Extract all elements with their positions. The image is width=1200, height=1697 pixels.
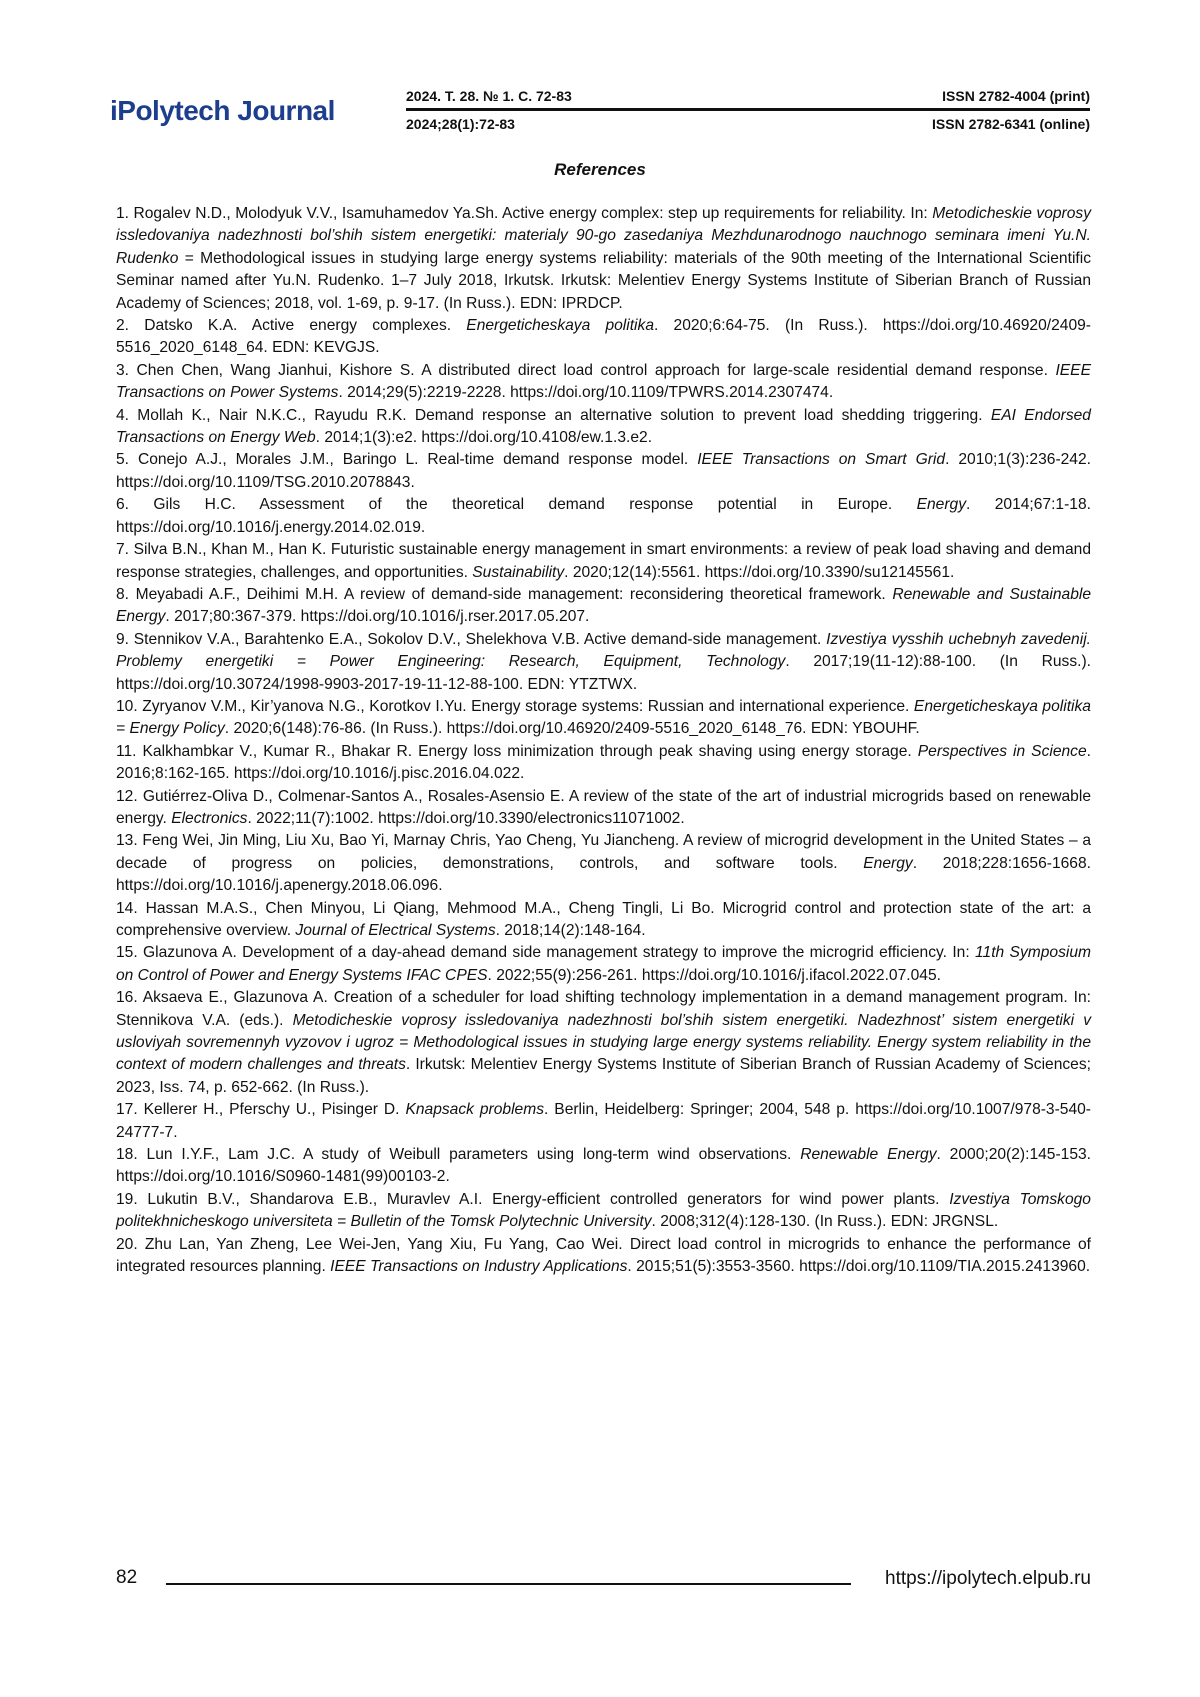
reference-italic-text: Metodicheskie voprosy issledovaniya nadezhnosti bol’shih sistem energetiki. Nadezhnost’ sistem energetiki v usloviyah sovremennyh vyzovov i ugroz = Methodological issues in studying large energy systems reliability. Energy system reliability in the context of modern challenges and threats	[116, 1011, 1092, 1074]
reference-rest-text: . 2020;12(14):5561. https://doi.org/10.3390/su12145561.	[564, 563, 955, 581]
reference-plain-text: 14. Hassan M.A.S., Chen Minyou, Li Qiang, Mehmood M.A., Cheng Tingli, Li Bo. Microgrid control and protection state of the art: a comprehensive overview.	[116, 899, 1091, 939]
reference-italic-text: Izvestiya Tomskogo politekhnicheskogo universiteta = Bulletin of the Tomsk Polytechnic University	[116, 1190, 1091, 1231]
journal-logo: iPolytech Journal	[110, 95, 335, 126]
reference-italic-text: Energy	[916, 496, 967, 514]
reference-plain-text: 7. Silva B.N., Khan M., Han K. Futuristic sustainable energy management in smart environments: a review of peak load shaving and demand response strategies, challenges, and opportunities.	[116, 541, 1091, 581]
reference-rest-text: . 2010;1(3):236-242. https://doi.org/10.1109/TSG.2010.2078843.	[116, 451, 1091, 491]
reference-rest-text: = Methodological issues in studying large energy systems reliability: materials of the 90th meeting of the International Scientific Seminar named after Yu.N. Rudenko. 1–7 July 2018, Irkutsk. Irkutsk: Melentiev Energy Systems Institute of Siberian Branch of Russian Academy of Sciences; 2018, vol. 1-69, p. 9-17. (In Russ.). EDN: IPRDCP.	[116, 249, 1091, 312]
reference-rest-text: . 2020;6(148):76-86. (In Russ.). https://doi.org/10.46920/2409-5516_2020_6148_76. EDN: YBOUHF.	[224, 720, 920, 738]
reference-plain-text: 5. Conejo A.J., Morales J.M., Baringo L. Real-time demand response model.	[116, 451, 698, 469]
header-row-print	[406, 88, 1090, 111]
reference-item	[116, 1189, 1091, 1234]
reference-plain-text: 11. Kalkhambkar V., Kumar R., Bhakar R. Energy loss minimization through peak shaving using energy storage.	[116, 742, 918, 760]
reference-plain-text: 4. Mollah K., Nair N.K.C., Rayudu R.K. Demand response an alternative solution to prevent load shedding triggering.	[116, 406, 991, 424]
reference-plain-text: 3. Chen Chen, Wang Jianhui, Kishore S. A distributed direct load control approach for large-scale residential demand response.	[116, 361, 1056, 379]
reference-rest-text: . 2000;20(2):145-153. https://doi.org/10.1016/S0960-1481(99)00103-2.	[116, 1146, 1092, 1186]
reference-item	[116, 741, 1091, 786]
reference-rest-text: . 2022;55(9):256-261. https://doi.org/10.1016/j.ifacol.2022.07.045.	[487, 966, 941, 984]
citation-en: 2024;28(1):72-83	[406, 116, 515, 132]
reference-list	[116, 203, 1091, 1279]
reference-item	[116, 629, 1091, 696]
reference-plain-text: 16. Aksaeva E., Glazunova A. Creation of a scheduler for load shifting technology implementation in a demand management program. In: Stennikova V.A. (eds.).	[116, 989, 1091, 1029]
reference-rest-text: . 2020;6:64-75. (In Russ.). https://doi.org/10.46920/2409-5516_2020_6148_64. EDN: KEVGJS.	[116, 317, 1091, 357]
reference-rest-text: . 2014;67:1-18. https://doi.org/10.1016/j.energy.2014.02.019.	[116, 496, 1091, 536]
reference-rest-text: . 2018;14(2):148-164.	[495, 922, 646, 939]
reference-italic-text: Perspectives in Science	[917, 742, 1087, 760]
reference-rest-text: . 2017;19(11-12):88-100. (In Russ.). https://doi.org/10.30724/1998-9903-2017-19-11-12-88-100. EDN: YTZTWX.	[116, 653, 1091, 693]
reference-item	[116, 315, 1091, 360]
reference-plain-text: 8. Meyabadi A.F., Deihimi M.H. A review of demand-side management: reconsidering theoretical framework.	[116, 585, 893, 603]
reference-rest-text: . 2008;312(4):128-130. (In Russ.). EDN: JRGNSL.	[651, 1213, 999, 1231]
reference-item	[116, 898, 1091, 943]
reference-plain-text: 1. Rogalev N.D., Molodyuk V.V., Isamuhamedov Ya.Sh. Active energy complex: step up requirements for reliability. In:	[116, 205, 933, 222]
reference-item	[116, 494, 1091, 539]
reference-italic-text: Journal of Electrical Systems	[295, 922, 496, 939]
reference-italic-text: Renewable and Sustainable Energy	[116, 585, 1092, 626]
header-row-online	[406, 116, 1090, 136]
reference-item	[116, 786, 1091, 831]
reference-plain-text: 17. Kellerer H., Pferschy U., Pisinger D.	[116, 1101, 406, 1119]
reference-plain-text: 9. Stennikov V.A., Barahtenko E.A., Sokolov D.V., Shelekhova V.B. Active demand-side management.	[116, 630, 827, 648]
reference-plain-text: 18. Lun I.Y.F., Lam J.C. A study of Weibull parameters using long-term wind observations.	[116, 1146, 801, 1164]
reference-item	[116, 1144, 1091, 1189]
reference-item	[116, 1234, 1091, 1279]
reference-plain-text: 10. Zyryanov V.M., Kir’yanova N.G., Korotkov I.Yu. Energy storage systems: Russian and international experience.	[116, 697, 914, 715]
reference-italic-text: Izvestiya vysshih uchebnyh zavedenij. Problemy energetiki = Power Engineering: Research, Equipment, Technology	[116, 630, 1091, 671]
reference-rest-text: . 2015;51(5):3553-3560. https://doi.org/10.1109/TIA.2015.2413960.	[627, 1258, 1091, 1276]
reference-rest-text: . 2017;80:367-379. https://doi.org/10.1016/j.rser.2017.05.207.	[165, 608, 590, 626]
reference-plain-text: 20. Zhu Lan, Yan Zheng, Lee Wei-Jen, Yang Xiu, Fu Yang, Cao Wei. Direct load control in microgrids to enhance the performance of integrated resources planning.	[116, 1235, 1091, 1276]
reference-italic-text: IEEE Transactions on Smart Grid	[697, 451, 946, 469]
reference-rest-text: . 2018;228:1656-1668. https://doi.org/10.1016/j.apenergy.2018.06.096.	[116, 854, 1091, 895]
reference-italic-text: Knapsack problems	[405, 1101, 545, 1119]
reference-plain-text: 12. Gutiérrez-Oliva D., Colmenar-Santos A., Rosales-Asensio E. A review of the state of the art of industrial microgrids based on renewable energy.	[116, 787, 1091, 827]
page-header	[110, 86, 1090, 136]
reference-item	[116, 942, 1091, 987]
issn-online: ISSN 2782-6341 (online)	[932, 116, 1090, 132]
reference-rest-text: . Berlin, Heidelberg: Springer; 2004, 548 p. https://doi.org/10.1007/978-3-540-24777-7.	[116, 1101, 1092, 1141]
reference-item	[116, 987, 1091, 1099]
reference-italic-text: Energeticheskaya politika	[466, 317, 654, 335]
reference-plain-text: 2. Datsko K.A. Active energy complexes.	[116, 317, 467, 335]
reference-italic-text: Energeticheskaya politika = Energy Policy	[116, 697, 1091, 738]
reference-item	[116, 405, 1091, 450]
reference-italic-text: Metodicheskie voprosy issledovaniya nadezhnosti bol’shih sistem energetiki: materialy 90-go zasedaniya Mezhdunarodnogo nauchnogo seminara imeni Yu.N. Rudenko	[116, 205, 1091, 267]
reference-italic-text: IEEE Transactions on Industry Applications	[330, 1258, 628, 1276]
page-number: 82	[116, 1567, 138, 1588]
reference-plain-text: 19. Lukutin B.V., Shandarova E.B., Muravlev A.I. Energy-efficient controlled generators for wind power plants.	[116, 1190, 950, 1208]
reference-italic-text: IEEE Transactions on Power Systems	[116, 361, 1091, 402]
citation-ru: 2024. Т. 28. № 1. С. 72-83	[406, 88, 572, 104]
reference-italic-text: Renewable Energy	[800, 1146, 937, 1164]
reference-item	[116, 539, 1091, 584]
reference-item	[116, 360, 1091, 405]
page-footer	[116, 1567, 1091, 1597]
reference-italic-text: 11th Symposium on Control of Power and Energy Systems IFAC CPES	[116, 944, 1091, 984]
reference-rest-text: . 2014;29(5):2219-2228. https://doi.org/10.1109/TPWRS.2014.2307474.	[338, 384, 834, 402]
reference-item	[116, 1099, 1091, 1144]
reference-rest-text: . 2016;8:162-165. https://doi.org/10.1016/j.pisc.2016.04.022.	[116, 742, 1091, 783]
reference-plain-text: 13. Feng Wei, Jin Ming, Liu Xu, Bao Yi, Marnay Chris, Yao Cheng, Yu Jiancheng. A review of microgrid development in the United States – a decade of progress on policies, demonstrations, controls, and software tools.	[116, 832, 1091, 872]
reference-italic-text: Sustainability	[472, 563, 565, 581]
issn-print: ISSN 2782-4004 (print)	[942, 88, 1090, 104]
reference-plain-text: 6. Gils H.C. Assessment of the theoretical demand response potential in Europe.	[116, 496, 917, 514]
footer-divider	[166, 1583, 851, 1585]
journal-url-link[interactable]: https://ipolytech.elpub.ru	[885, 1568, 1091, 1589]
reference-italic-text: EAI Endorsed Transactions on Energy Web	[116, 406, 1091, 447]
section-title: References	[554, 160, 646, 179]
reference-italic-text: Energy	[863, 854, 913, 872]
reference-rest-text: . Irkutsk: Melentiev Energy Systems Institute of Siberian Branch of Russian Academy of Sciences; 2023, Iss. 74, p. 652-662. (In Russ.).	[116, 1056, 1091, 1096]
reference-item	[116, 203, 1091, 315]
reference-italic-text: Electronics	[171, 809, 248, 827]
reference-item	[116, 830, 1091, 897]
reference-item	[116, 696, 1091, 741]
reference-item	[116, 449, 1091, 494]
reference-plain-text: 15. Glazunova A. Development of a day-ahead demand side management strategy to improve the microgrid efficiency. In:	[116, 944, 976, 962]
reference-item	[116, 584, 1091, 629]
reference-rest-text: . 2014;1(3):e2. https://doi.org/10.4108/ew.1.3.e2.	[315, 429, 653, 447]
reference-rest-text: . 2022;11(7):1002. https://doi.org/10.3390/electronics11071002.	[247, 809, 685, 827]
